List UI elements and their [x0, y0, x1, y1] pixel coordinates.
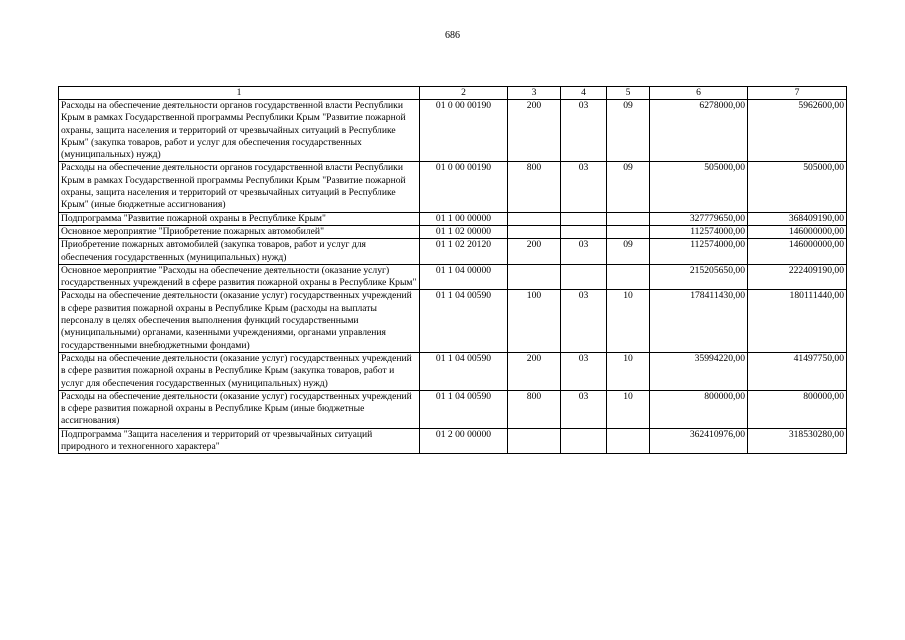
- header-col-6: 6: [650, 87, 748, 100]
- row-amount-col7: 368409190,00: [748, 212, 847, 225]
- row-description: Подпрограмма "Развитие пожарной охраны в Республике Крым": [59, 212, 420, 225]
- row-code: 01 1 04 00590: [420, 352, 508, 390]
- row-section: 03: [561, 162, 607, 212]
- row-code: 01 1 00 00000: [420, 212, 508, 225]
- row-subsection: [607, 428, 650, 454]
- header-col-1: 1: [59, 87, 420, 100]
- row-expense-type: 200: [508, 239, 561, 265]
- table-row: [59, 100, 847, 162]
- row-subsection: 10: [607, 290, 650, 352]
- row-amount-col6: 327779650,00: [650, 212, 748, 225]
- row-section: 03: [561, 390, 607, 428]
- row-amount-col6: 505000,00: [650, 162, 748, 212]
- row-section: 03: [561, 100, 607, 162]
- row-amount-col6: 800000,00: [650, 390, 748, 428]
- row-description: Основное мероприятие "Приобретение пожарных автомобилей": [59, 225, 420, 238]
- row-amount-col7: 800000,00: [748, 390, 847, 428]
- row-amount-col6: 362410976,00: [650, 428, 748, 454]
- page-number: 686: [445, 30, 460, 41]
- row-expense-type: 200: [508, 352, 561, 390]
- row-amount-col7: 222409190,00: [748, 264, 847, 290]
- header-col-7: 7: [748, 87, 847, 100]
- header-col-2: 2: [420, 87, 508, 100]
- row-amount-col6: 6278000,00: [650, 100, 748, 162]
- row-section: [561, 212, 607, 225]
- row-expense-type: [508, 264, 561, 290]
- row-expense-type: [508, 428, 561, 454]
- row-amount-col6: 178411430,00: [650, 290, 748, 352]
- row-subsection: [607, 212, 650, 225]
- row-subsection: 10: [607, 390, 650, 428]
- row-subsection: 09: [607, 239, 650, 265]
- row-description: Подпрограмма "Защита населения и территорий от чрезвычайных ситуаций природного и техногенного характера": [59, 428, 420, 454]
- row-amount-col7: 180111440,00: [748, 290, 847, 352]
- budget-table: [58, 86, 847, 454]
- row-section: 03: [561, 290, 607, 352]
- row-description: Расходы на обеспечение деятельности (оказание услуг) государственных учреждений в сфере развития пожарной охраны в Республике Крым (иные бюджетные ассигнования): [59, 390, 420, 428]
- table-row: [59, 225, 847, 238]
- row-subsection: 10: [607, 352, 650, 390]
- row-code: 01 1 04 00590: [420, 390, 508, 428]
- table-row: [59, 352, 847, 390]
- row-expense-type: [508, 212, 561, 225]
- table-row: [59, 162, 847, 212]
- row-code: 01 1 04 00000: [420, 264, 508, 290]
- row-description: Расходы на обеспечение деятельности (оказание услуг) государственных учреждений в сфере развития пожарной охраны в Республике Крым (расходы на выплаты персоналу в целях обеспечения выполнения функций государственными (муниципальными) органами, казенными учреждениями, органами управления государственными внебюджетными фондами): [59, 290, 420, 352]
- row-expense-type: 800: [508, 162, 561, 212]
- row-description: Расходы на обеспечение деятельности органов государственной власти Республики Крым в рамках Государственной программы Республики Крым "Развитие пожарной охраны, защита населения и территорий от чрезвычайных ситуаций в Республике Крым" (иные бюджетные ассигнования): [59, 162, 420, 212]
- row-subsection: 09: [607, 162, 650, 212]
- row-section: 03: [561, 352, 607, 390]
- row-subsection: 09: [607, 100, 650, 162]
- row-description: Приобретение пожарных автомобилей (закупка товаров, работ и услуг для обеспечения государственных (муниципальных) нужд): [59, 239, 420, 265]
- row-expense-type: 200: [508, 100, 561, 162]
- row-description: Расходы на обеспечение деятельности органов государственной власти Республики Крым в рамках Государственной программы Республики Крым "Развитие пожарной охраны, защита населения и территорий от чрезвычайных ситуаций в Республике Крым" (закупка товаров, работ и услуг для обеспечения государственных (муниципальных) нужд): [59, 100, 420, 162]
- row-amount-col6: 112574000,00: [650, 239, 748, 265]
- table-row: [59, 390, 847, 428]
- header-col-5: 5: [607, 87, 650, 100]
- table-row: [59, 212, 847, 225]
- header-col-3: 3: [508, 87, 561, 100]
- row-amount-col7: 146000000,00: [748, 239, 847, 265]
- row-code: 01 0 00 00190: [420, 162, 508, 212]
- row-section: [561, 428, 607, 454]
- row-amount-col6: 112574000,00: [650, 225, 748, 238]
- row-amount-col7: 318530280,00: [748, 428, 847, 454]
- row-code: 01 0 00 00190: [420, 100, 508, 162]
- header-col-4: 4: [561, 87, 607, 100]
- table-row: [59, 290, 847, 352]
- row-section: [561, 225, 607, 238]
- row-code: 01 1 04 00590: [420, 290, 508, 352]
- row-description: Расходы на обеспечение деятельности (оказание услуг) государственных учреждений в сфере развития пожарной охраны в Республике Крым (закупка товаров, работ и услуг для обеспечения государственных (муниципальных) нужд): [59, 352, 420, 390]
- row-code: 01 1 02 20120: [420, 239, 508, 265]
- row-section: [561, 264, 607, 290]
- row-amount-col7: 505000,00: [748, 162, 847, 212]
- table-row: [59, 428, 847, 454]
- row-section: 03: [561, 239, 607, 265]
- row-expense-type: 800: [508, 390, 561, 428]
- row-code: 01 1 02 00000: [420, 225, 508, 238]
- row-amount-col6: 215205650,00: [650, 264, 748, 290]
- row-subsection: [607, 225, 650, 238]
- row-amount-col6: 35994220,00: [650, 352, 748, 390]
- row-amount-col7: 5962600,00: [748, 100, 847, 162]
- header-row: [59, 87, 847, 100]
- table-row: [59, 239, 847, 265]
- row-subsection: [607, 264, 650, 290]
- row-amount-col7: 41497750,00: [748, 352, 847, 390]
- row-code: 01 2 00 00000: [420, 428, 508, 454]
- row-amount-col7: 146000000,00: [748, 225, 847, 238]
- table-row: [59, 264, 847, 290]
- row-description: Основное мероприятие "Расходы на обеспечение деятельности (оказание услуг) государственных учреждений в сфере развития пожарной охраны в Республике Крым": [59, 264, 420, 290]
- row-expense-type: 100: [508, 290, 561, 352]
- row-expense-type: [508, 225, 561, 238]
